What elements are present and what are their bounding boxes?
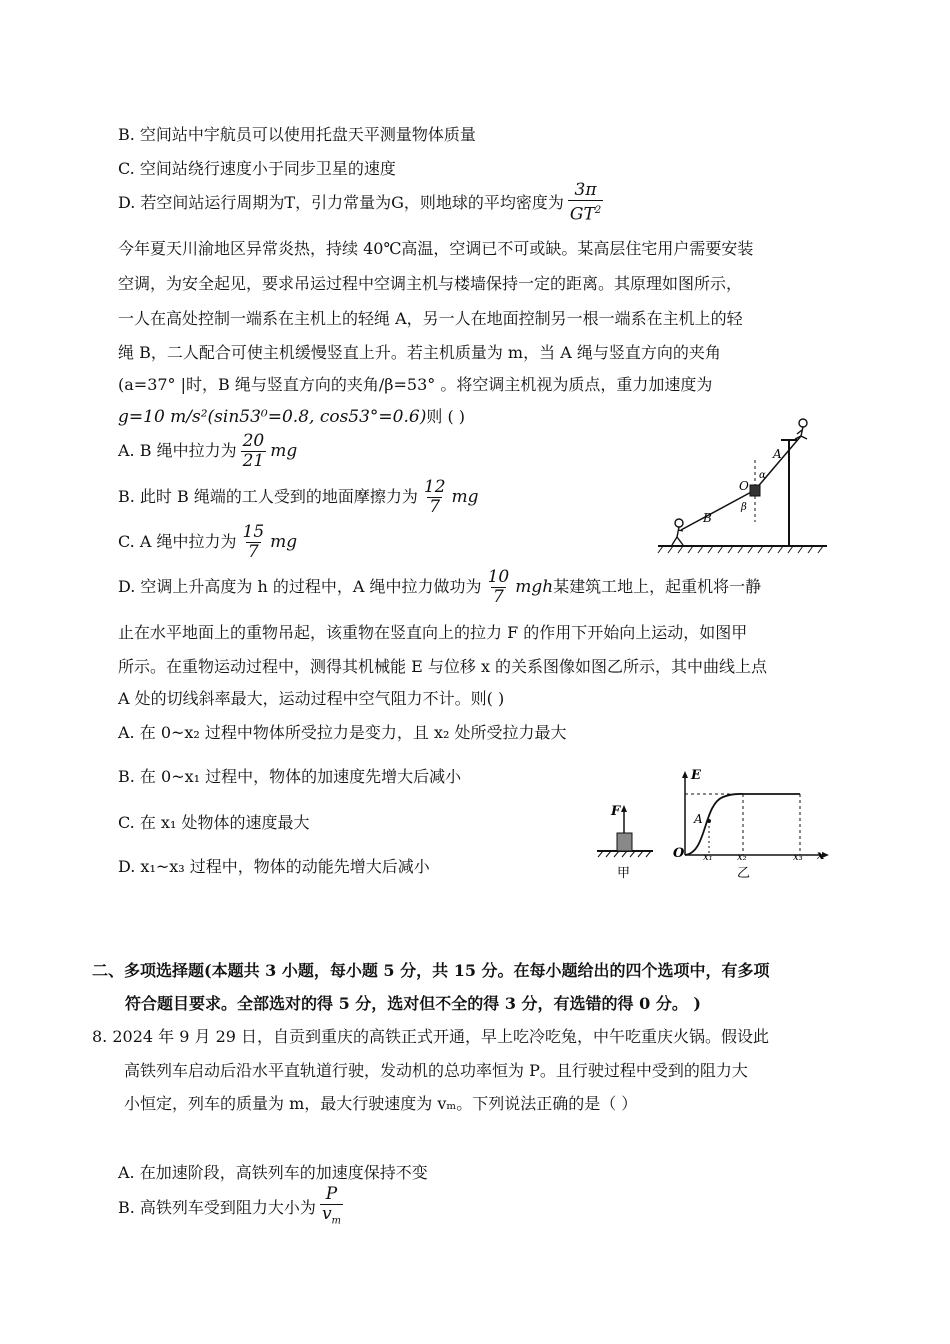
ac-option-c (118, 519, 297, 565)
ac-option-b-text: B. 此时 B 绳端的工人受到的地面摩擦力为 (118, 487, 418, 506)
figure-jia (597, 804, 653, 881)
ac-option-c-text: C. A 绳中拉力为 (118, 532, 237, 551)
ac-option-b (118, 474, 479, 520)
force-arrow-head (621, 805, 627, 812)
point-a (707, 819, 711, 823)
ac-option-d (118, 564, 761, 610)
ac-stem-line-6 (118, 406, 465, 428)
label-rope-b: B (703, 511, 712, 525)
resistance-den-text: v (321, 1204, 332, 1225)
ac-option-a (118, 428, 297, 474)
ac-option-b-num: 12 (423, 476, 446, 497)
ac-stem-line-4: 绳 B，二人配合可使主机缓慢竖直上升。若主机质量为 m，当 A 绳与竖直方向的夹角 (118, 343, 721, 362)
ac-option-a-text: A. B 绳中拉力为 (118, 441, 237, 460)
prev-option-d-text: D. 若空间站运行周期为T，引力常量为G，则地球的平均密度为 (118, 193, 564, 212)
crane-option-b: B. 在 0~x₁ 过程中，物体的加速度先增大后减小 (118, 767, 462, 786)
q8-option-b (118, 1185, 347, 1231)
worker-top-icon (795, 419, 807, 439)
crane-stem-start: 某建筑工地上，起重机将一静 (553, 577, 762, 596)
q8-stem-line-3: 小恒定，列车的质量为 m，最大行驶速度为 vₘ。下列说法正确的是（ ） (124, 1094, 638, 1113)
ac-option-d-den: 7 (492, 586, 504, 607)
gravity-formula: g=10 m/s²(sin53⁰=0.8, cos53°=0.6) (118, 407, 427, 427)
ac-option-a-fraction (241, 432, 267, 471)
label-origin: O (673, 846, 685, 861)
ac-option-d-unit: mgh (515, 577, 554, 597)
label-x3: x₃ (793, 852, 803, 863)
ac-option-b-den: 7 (429, 496, 441, 517)
label-rope-a: A (773, 447, 782, 461)
ac-stem-line-1: 今年夏天川渝地区异常炎热，持续 40℃高温，空调已不可或缺。某高层住宅用户需要安装 (118, 239, 754, 258)
jia-weight-box (617, 833, 632, 851)
section2-heading-line-2: 符合题目要求。全部选对的得 5 分，选对但不全的得 3 分，有选错的得 0 分。 ) (125, 994, 701, 1013)
ac-lifting-diagram (655, 410, 830, 555)
label-x2: x₂ (737, 852, 747, 863)
figure-yi-graph (673, 768, 829, 881)
prev-option-c: C. 空间站绕行速度小于同步卫星的速度 (118, 159, 396, 178)
density-den-exp: 2 (594, 205, 602, 217)
crane-option-d: D. x₁~x₃ 过程中，物体的动能先增大后减小 (118, 857, 430, 876)
label-axis-x: x (817, 848, 825, 862)
prev-option-d (118, 180, 607, 226)
density-denominator (568, 200, 603, 225)
ac-unit-box (750, 485, 760, 496)
q8-stem-line-1: 8. 2024 年 9 月 29 日，自贡到重庆的高铁正式开通，早上吃冷吃兔，中午吃重庆火锅。假设此 (92, 1027, 770, 1046)
ac-option-a-den: 21 (242, 450, 265, 471)
density-fraction (568, 181, 603, 225)
ground-hatch (658, 546, 823, 553)
crane-option-c: C. 在 x₁ 处物体的速度最大 (118, 813, 310, 832)
label-beta: β (741, 502, 747, 513)
resistance-denominator (320, 1204, 343, 1230)
resistance-den-sub: m (331, 1215, 342, 1227)
ac-stem-line-5: (a=37° |时，B 绳与竖直方向的夹角/β=53° 。将空调主机视为质点，重力加速度为 (118, 375, 713, 394)
ac-option-c-den: 7 (247, 541, 259, 562)
label-point-o: O (739, 479, 749, 493)
worker-bottom-icon (672, 519, 683, 545)
density-numerator: 3π (574, 180, 597, 201)
label-yi: 乙 (737, 866, 751, 881)
ac-option-c-num: 15 (242, 521, 265, 542)
prev-option-b: B. 空间站中宇航员可以使用托盘天平测量物体质量 (118, 125, 476, 144)
formula-tail: 则 ( ) (426, 407, 466, 426)
ac-option-b-fraction (422, 478, 448, 517)
label-energy-e: E (691, 768, 701, 783)
label-jia: 甲 (617, 866, 631, 881)
ac-stem-line-3: 一人在高处控制一端系在主机上的轻绳 A，另一人在地面控制另一根一端系在主机上的轻 (118, 309, 743, 328)
density-den-text: GT (569, 204, 595, 225)
crane-stem-line-2: 所示。在重物运动过程中，测得其机械能 E 与位移 x 的关系图像如图乙所示，其中曲线上点 (118, 657, 768, 676)
label-x1: x₁ (703, 852, 713, 863)
ac-option-c-unit: mg (270, 532, 298, 552)
ac-option-c-fraction (241, 523, 267, 562)
section2-heading-line-1: 二、多项选择题(本题共 3 小题，每小题 5 分，共 15 分。在每小题给出的四个选项中，有多项 (92, 961, 770, 980)
crane-option-a: A. 在 0~x₂ 过程中物体所受拉力是变力，且 x₂ 处所受拉力最大 (118, 723, 567, 742)
label-alpha: α (759, 470, 766, 481)
ac-option-d-text: D. 空调上升高度为 h 的过程中，A 绳中拉力做功为 (118, 577, 482, 596)
crane-stem-line-1: 止在水平地面上的重物吊起，该重物在竖直向上的拉力 F 的作用下开始向上运动，如图甲 (118, 623, 748, 642)
ac-stem-line-2: 空调，为安全起见，要求吊运过程中空调主机与楼墙保持一定的距离。其原理如图所示， (118, 274, 743, 293)
ac-option-d-fraction (486, 568, 512, 607)
crane-stem-line-3: A 处的切线斜率最大，运动过程中空气阻力不计。则( ) (118, 689, 505, 708)
q8-option-a: A. 在加速阶段，高铁列车的加速度保持不变 (118, 1163, 428, 1182)
rope-a (755, 436, 801, 490)
crane-figures (595, 765, 835, 885)
ac-option-d-num: 10 (487, 566, 510, 587)
ac-option-b-unit: mg (451, 487, 479, 507)
resistance-numerator: P (325, 1184, 338, 1205)
ac-option-a-num: 20 (242, 430, 265, 451)
label-point-a: A (694, 812, 703, 826)
q8-option-b-text: B. 高铁列车受到阻力大小为 (118, 1198, 316, 1217)
q8-stem-line-2: 高铁列车启动后沿水平直轨道行驶，发动机的总功率恒为 P。且行驶过程中受到的阻力大 (124, 1061, 748, 1080)
resistance-fraction (320, 1185, 343, 1230)
y-axis-arrow (682, 771, 688, 778)
ac-option-a-unit: mg (270, 441, 298, 461)
label-force-f: F (611, 804, 621, 819)
